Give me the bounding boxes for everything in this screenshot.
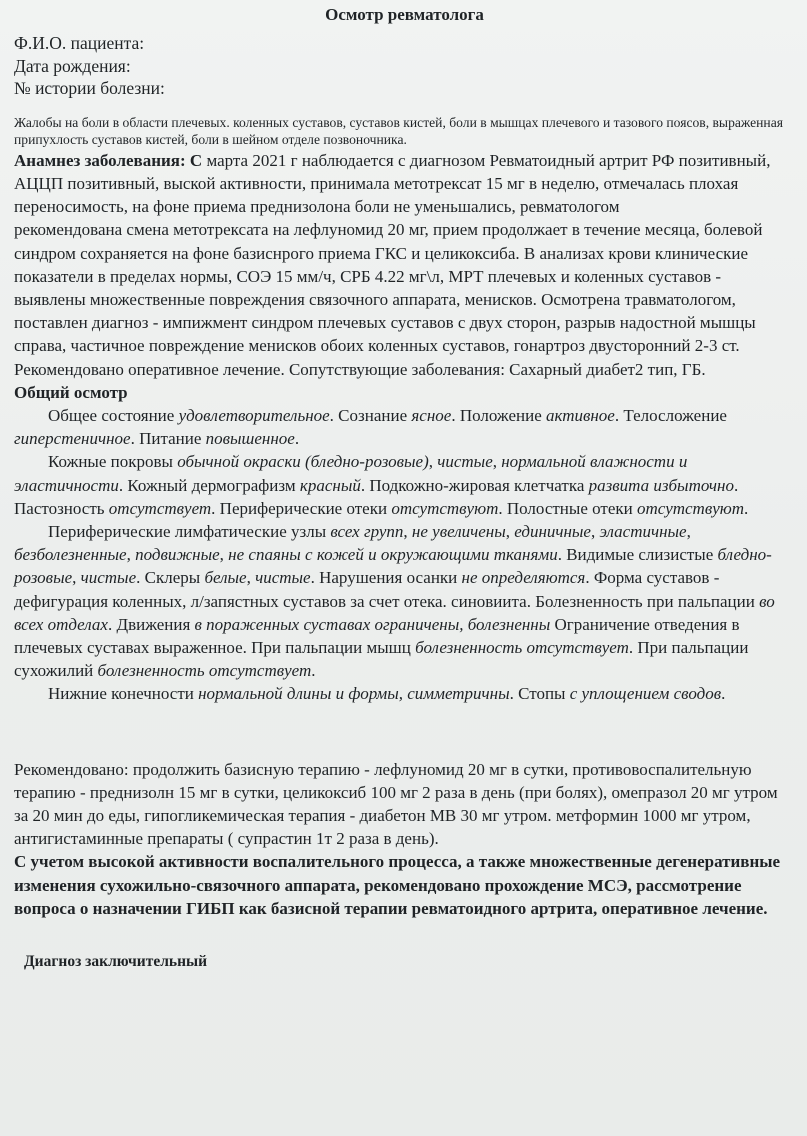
text-span: . <box>311 661 316 681</box>
text-span: . Полостные отеки <box>498 498 637 518</box>
text-span: нормальной влажности и эластичности <box>14 452 688 495</box>
text-span: , <box>428 452 438 472</box>
document-title: Осмотр ревматолога <box>325 5 484 24</box>
text-span: развита избыточно <box>588 475 734 495</box>
text-span: не определяются <box>461 568 586 588</box>
text-span: красный <box>299 475 361 495</box>
blank-space <box>14 706 795 758</box>
text-span: во всех отделах <box>14 591 775 634</box>
text-span: Общее состояние <box>48 405 179 425</box>
text-span: . Подкожно-жировая клетчатка <box>360 475 589 495</box>
text-span: . Телосложение <box>614 405 727 425</box>
recommendation-bold-paragraph: С учетом высокой активности воспалительного процесса, а также множественные дегенеративные изменения сухожильно-связочного аппарата, рекомендовано прохождение МСЭ, рассмотрение вопроса о назначении ГИБП как базисной терапии ревматоидного артрита, оперативное лечение. <box>14 852 781 918</box>
text-span: безболезненные <box>14 545 127 565</box>
complaints-text: Жалобы на боли в области плечевых. коленных суставов, суставов кистей, боли в мышцах плечевого и тазового поясов, выраженная припухлость суставов кистей, боли в шейном отделе позвоночника. <box>14 114 783 148</box>
text-span: чистые <box>255 568 311 588</box>
history-number-field: № истории болезни: <box>14 78 165 98</box>
text-span: . Видимые слизистые <box>557 545 718 565</box>
text-span: бледно-розовые <box>14 545 772 588</box>
text-span: , <box>492 452 502 472</box>
patient-name-field: Ф.И.О. пациента: <box>14 33 145 53</box>
text-span: . Сознание <box>329 405 412 425</box>
birth-date-field: Дата рождения: <box>14 55 131 76</box>
text-span: . <box>294 429 300 449</box>
text-span: Кожные покровы <box>48 452 178 472</box>
text-span: подвижные <box>135 545 220 565</box>
text-span: Нижние конечности <box>48 684 199 704</box>
text-span: болезненность отсутствует <box>97 661 312 681</box>
anamnesis-text-1: марта 2021 г наблюдается с диагнозом Ревматоидный артрит РФ позитивный, АЦЦП позитивный, выской активности, принимала метотрексат 15 мг в неделю, отмечалась плохая переносимость, на фоне приема преднизолона боли не уменьшались, ревматологом <box>14 150 771 217</box>
text-span: удовлетворительное <box>178 405 330 425</box>
text-span: . Пастозность <box>14 475 739 518</box>
text-span: Периферические лимфатические узлы <box>48 521 331 541</box>
general-paragraph-4 <box>14 682 795 705</box>
text-span: нормальной длины и формы, симметричны <box>198 684 510 704</box>
text-span: Ограничение отведения в плечевых суставах выраженное. При пальпации мышц <box>14 614 740 657</box>
text-span: всех групп <box>330 521 404 541</box>
text-span: . Стопы <box>509 684 570 704</box>
text-span: . Склеры <box>136 568 205 588</box>
text-span: , <box>505 521 515 541</box>
text-span: , <box>246 568 256 588</box>
final-diagnosis-heading: Диагноз заключительный <box>24 952 208 970</box>
text-span: отсутствуют <box>391 498 499 518</box>
text-span: . <box>721 684 726 704</box>
text-span: повышенное <box>205 429 295 449</box>
text-span: единичные <box>514 521 591 541</box>
general-paragraph-3 <box>14 520 795 682</box>
text-span: активное <box>545 405 615 425</box>
text-span: ясное <box>411 405 452 425</box>
anamnesis-text-2: рекомендована смена метотрексата на лефлуномид 20 мг, прием продолжает в течение месяца, болевой синдром сохраняется на фоне базиснрого приема ГКС и целикоксиба. В анализах крови клинические показатели в пределах нормы, СОЭ 15 мм/ч, СРБ 4.22 мг\л, МРТ плечевых и коленных суставов - выявлены множественные повреждения связочного аппарата, менисков. Осмотрена травматологом, поставлен диагноз - импижмент синдром плечевых суставов с двух сторон, разрыв надостной мышцы справа, частичное повреждение менисков обоих коленных суставов, гонартроз двусторонний 2-3 ст. Рекомендовано оперативное лечение. Сопутствующие заболевания: Сахарный диабет2 тип, ГБ. <box>14 220 763 379</box>
general-paragraph-2 <box>14 450 795 520</box>
anamnesis-label: Анамнез заболевания: С <box>14 150 203 170</box>
text-span: белые <box>204 568 247 588</box>
text-span: эластичные <box>599 521 687 541</box>
text-span: чистые <box>437 452 493 472</box>
text-span: , <box>590 521 600 541</box>
text-span: . Питание <box>130 429 206 449</box>
text-span: . Форма суставов - дефигурация коленных, л/запястных суставов за счет отека. синовиита. Болезненность при пальпации <box>14 568 760 611</box>
text-span: отсутствуют <box>636 498 745 518</box>
text-span: , <box>686 521 691 541</box>
text-span: . <box>744 498 749 518</box>
text-span: отсутствует <box>108 498 212 518</box>
text-span: обычной окраски (бледно-розовые) <box>177 452 429 472</box>
text-span: . Нарушения осанки <box>310 568 462 588</box>
text-span: чистые <box>80 568 137 588</box>
text-span: . Положение <box>451 405 546 425</box>
text-span: , <box>403 521 412 541</box>
text-span: , <box>219 545 229 565</box>
general-paragraph-1 <box>14 404 795 450</box>
text-span: болезненность отсутствует <box>415 637 629 657</box>
text-span: гиперстеничное <box>14 429 131 449</box>
text-span: . Движения <box>107 614 195 634</box>
text-span: . Кожный дермографизм <box>118 475 300 495</box>
text-span: с уплощением сводов <box>569 684 722 704</box>
text-span: , <box>126 545 136 565</box>
text-span: . Периферические отеки <box>211 498 392 518</box>
general-exam-heading: Общий осмотр <box>14 382 128 402</box>
text-span: , <box>72 568 81 588</box>
text-span: не увеличены <box>411 521 506 541</box>
anamnesis-paragraph <box>14 149 795 381</box>
text-span: не спаяны с кожей и окружающими тканями <box>228 545 558 565</box>
recommendation-paragraph: Рекомендовано: продолжить базисную терапию - лефлуномид 20 мг в сутки, противовоспалительную терапию - преднизолн 15 мг в сутки, целикоксиб 100 мг 2 раза в день (при болях), омепразол 20 мг утром за 20 мин до еды, гипогликемическая терапия - диабетон МВ 30 мг утром. метформин 1000 мг утром, антигистаминные препараты ( супрастин 1т 2 раза в день). <box>14 759 778 849</box>
text-span: в пораженных суставах ограничены, болезненны <box>194 614 551 634</box>
text-span: . При пальпации сухожилий <box>14 637 749 681</box>
